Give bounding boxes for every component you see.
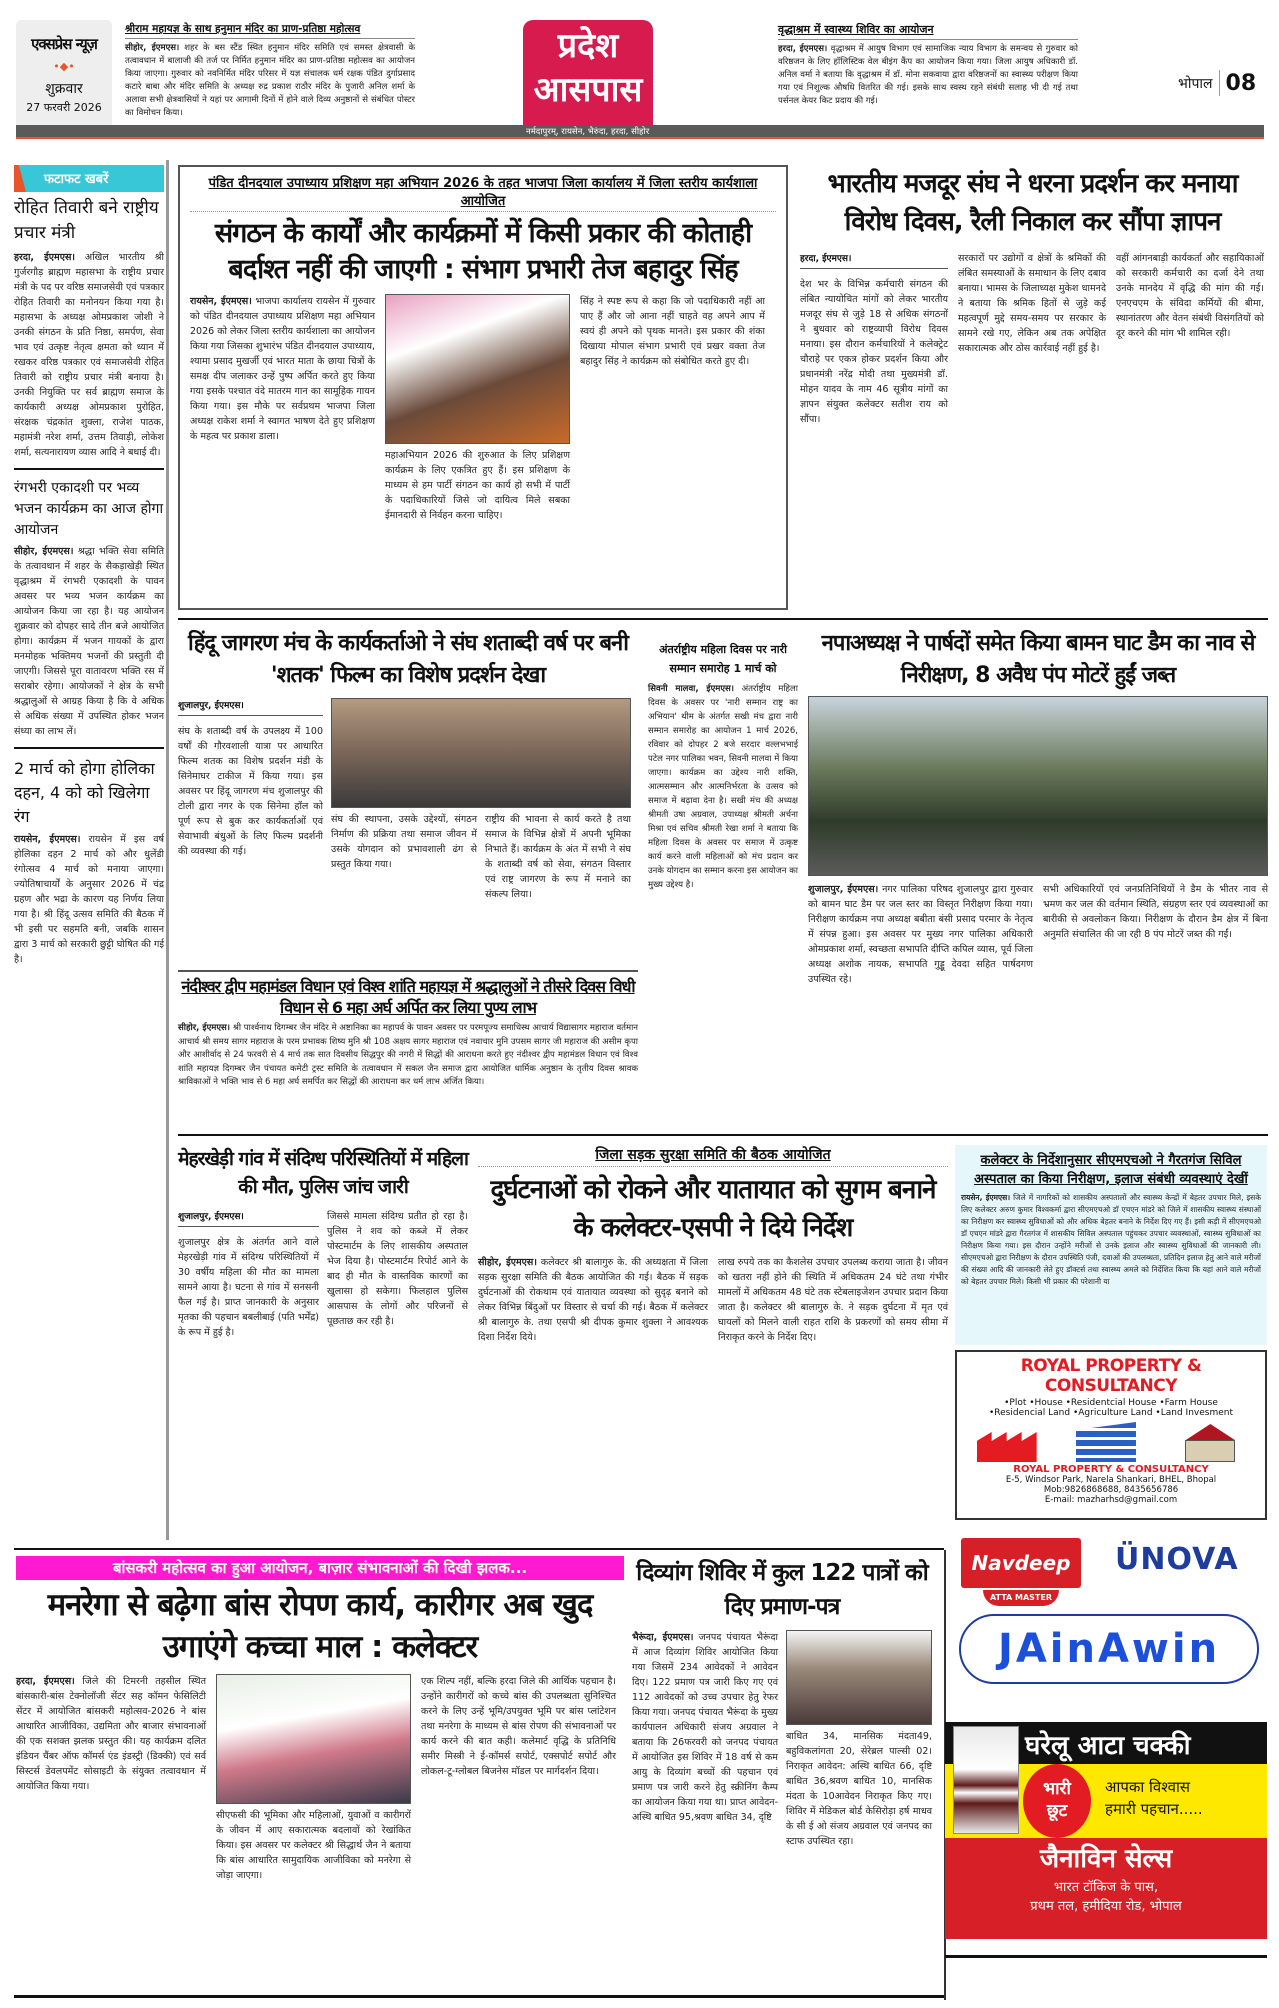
mehrkhedi-story[interactable] <box>178 1145 468 1545</box>
dam-body-col1: नगर पालिका परिषद शुजालपुर द्वारा गुरुवार को बामन घाट डैम पर जल स्तर का विस्तृत निरीक्षण किया गया। निरीक्षण कार्यक्रम नपा अध्यक्ष बबीता बंसी प्रसाद परमार के नेतृत्व में संपन्न हुआ। इस अवसर पर मुख्य नगर पालिका अधिकारी ओमप्रकाश शर्मा, स्वच्छता सभापति दीप्ति कपिल व्यास, पूर्व जिला अध्यक्ष अशोक नायक, सभापति गुड्डू देवदा सहित पार्षदगण उपस्थित रहे। <box>808 884 1033 985</box>
sidebar-fatafat <box>14 165 164 1535</box>
lead-body-col3: सिंह ने स्पष्ट रूप से कहा कि जो पदाधिकारी नहीं आ पाए हैं और जो आना नहीं चाहते वह अपने आप में स्वयं ही अपने को पृथक मानते। इस प्रकार की शंका दिखाया मोपाल संभाग प्रभारी एवं प्रखर वक्ता तेज बहादुर सिंह ने कार्यक्रम को संबोधित करते हुए दी। <box>580 296 765 367</box>
dateline: सीहोर, ईएमएस। <box>125 43 180 53</box>
dateline: भैरूंदा, ईएमएस। <box>632 1632 694 1643</box>
sidebar-item-title: रोहित तिवारी बने राष्ट्रीय प्रचार मंत्री <box>14 198 159 243</box>
slogan-line-1: आपका विश्वास <box>1105 1778 1190 1796</box>
dateline: सिवनी मालवा, ईएमएस। <box>648 684 735 694</box>
divider <box>14 747 164 749</box>
divider <box>945 1955 1267 1958</box>
road-headline: दुर्घटनाओं को रोकने और यातायात को सुगम बनाने के कलेक्टर-एसपी ने दिये निर्देश <box>490 1175 936 1243</box>
dam-headline: नपाअध्यक्ष ने पार्षदों समेत किया बामन घाट डैम का नाव से निरीक्षण, 8 अवैध पंप मोटरें हुईं जब्त <box>821 631 1255 688</box>
offer-line-1: भारी <box>1043 1779 1071 1799</box>
section-title-line2: आसपास <box>533 70 643 110</box>
dam-body-col2: सभी अधिकारियों एवं जनप्रतिनिधियों ने डैम के भीतर नाव से भ्रमण कर जल की वर्तमान स्थिति, संग्रहण स्तर एवं व्यवस्थाओं का बारीकी से अवलोकन किया। निरीक्षण के दौरान डैम क्षेत्र में बिना अनुमति संचालित की जा रही 8 पंप मोटरें जब्त की गईं। <box>1043 884 1268 940</box>
mahila-title: अंतर्राष्ट्रीय महिला दिवस पर नारी सम्मान समारोह 1 मार्च को <box>659 643 787 675</box>
lead-body-col2: महाअभियान 2026 की शुरुआत के लिए प्रशिक्षण कार्यक्रम के लिए एकत्रित हुए हैं। इस प्रशिक्षण के माध्यम से हम पार्टी संगठन का कार्य हो सभी में पार्टी के पदाधिकारियों जिसे जो दायित्व मिले सबका ईमानदारी से निर्वहन करना चाहिए। <box>385 450 570 521</box>
jain-body: श्री पार्श्वनाथ दिगम्बर जैन मंदिर मे अष्टानिका का महापर्व के पावन अवसर पर परमपूज्य समाधिस्थ आचार्य विद्यासागर महाराज वर्तमान आचार्य श्री समय सागर महाराज के परम प्रभावक शिष्य मुनि श्री 108 अक्षय सागर महाराज एवं नवाचार मुनि उपसम सागर जी महाराज की असीम कृपा और आशीर्वाद से 24 फरवरी से 4 मार्च तक सात दिवसीय सिद्धपुर की नगरी में सिद्धों की आराधना करते हुए नंदीश्वर द्वीप महामंडल विधान एवं विश्व शांति महायज्ञ दिगम्बर जैन पंचायत कमेटी ट्रस्ट समिति के तत्वावधान में सकल जैन समाज द्वारा आयोजित धार्मिक अनुष्ठान के तृतीय दिवस श्रावक श्राविकाओं ने भक्ति भाव से 6 महा अर्घ समर्पित कर सिद्धों की आराधना कर धर्म लाभ अर्जित किया। <box>178 1023 639 1087</box>
ad-mobile: Mob:9826868688, 8435656786 <box>1043 1485 1179 1495</box>
dateline: रायसेन, ईएमएस। <box>190 296 252 307</box>
dateline: हरदा, ईएमएस। <box>16 1676 75 1687</box>
sidebar-item-body: अखिल भारतीय श्री गुर्जरगौड़ ब्राह्मण महासभा के राष्ट्रीय प्रचार मंत्री के पद पर वरिष्ठ समाजसेवी एवं पत्रकार रोहित तिवारी का मनोनयन किया गया है।महासभा के अध्यक्ष ओमप्रकाश जोशी ने उनकी संगठन के प्रति निष्ठा, समर्पण, सेवा भाव एवं उत्कृष्ट नेतृत्व क्षमता को ध्यान में रखकर वरिष्ठ पत्रकार एवं समाजसेवी रोहित तिवारी को राष्ट्रीय प्रचार मंत्री बनाया है। उनकी नियुक्ति पर सर्व ब्राह्मण समाज के कार्यकारी अध्यक्ष ओमप्रकाश पुरोहित, संरक्षक चंद्रकांत शुक्ला, राजेश पाठक, महामंत्री नरेश शर्मा, उत्तम तिवाड़ी, लोकेश शर्मा, सत्यनारायण व्यास आदि ने बधाई दी। <box>14 252 164 458</box>
dateline: सीहोर, ईएमएस। <box>178 1023 231 1033</box>
sidebar-item-title: 2 मार्च को होगा होलिका दहन, 4 को को खिलेगा रंग <box>14 759 155 826</box>
house-icon <box>1175 1424 1245 1462</box>
divyang-story[interactable] <box>632 1556 932 1996</box>
ad-illustrations <box>957 1420 1265 1462</box>
bamboo-story[interactable] <box>16 1556 624 2006</box>
cmho-story[interactable] <box>955 1145 1267 1345</box>
building-icon <box>1076 1422 1136 1462</box>
hjm-photo <box>331 698 631 808</box>
hjm-body-col2: संघ की स्थापना, उसके उद्देश्यों, संगठन निर्माण की प्रक्रिया तथा समाज जीवन में उसके योगदान को प्रभावशाली ढंग से प्रस्तुत किया गया। <box>331 814 477 870</box>
factory-icon <box>977 1432 1037 1462</box>
dateline: सीहोर, ईएमएस। <box>478 1257 537 1268</box>
hjm-body-col3: राष्ट्रीय की भावना से कार्य करते है तथा समाज के विभिन्न क्षेत्रों में अपनी भूमिका निभाते हैं। कार्यक्रम के अंत में सभी ने संघ के शताब्दी वर्ष को सेवा, संगठन विस्तार एवं राष्ट्र जागरण के रूप में मनाने का संकल्प लिया। <box>485 814 631 900</box>
jain-story[interactable] <box>178 970 638 1130</box>
sidebar-tab <box>14 165 164 192</box>
mehrkhedi-body-col1: शुजालपुर क्षेत्र के अंतर्गत आने वाले मेहरखेड़ी गांव में संदिग्ध परिस्थितियों में 30 वर्षीय महिला की मौत का मामला सामने आया है। घटना से गांव में सनसनी फैल गई है। प्राप्त जानकारी के अनुसार मृतका की पहचान बबलीबाई (पति भर्मेंद्र) के रूप में हुई है। <box>178 1237 319 1338</box>
bms-headline: भारतीय मजदूर संघ ने धरना प्रदर्शन कर मनाया विरोध दिवस, रैली निकाल कर सौंपा ज्ञापन <box>827 169 1238 237</box>
dateline: शुजालपुर, ईएमएस। <box>808 884 879 895</box>
sidebar-item[interactable] <box>14 478 164 739</box>
paper-name: एक्सप्रेस न्यूज़ <box>31 35 97 53</box>
date-label: 27 फरवरी 2026 <box>26 101 102 114</box>
bamboo-body-col1: जिले की टिमरनी तहसील स्थित बांसकारी-बांस टेक्नोलॉजी सेंटर सह कॉमन फेसिलिटी सेंटर में आयोजित बांसकरी महोत्सव-2026 ने बांस आधारित आजीविका, उद्यमिता और बाजार संभावनाओं की एक सशक्त झलक प्रस्तुत की। यह कार्यक्रम दलित इंडियन चैंबर ऑफ कॉमर्स एंड इंडस्ट्री (डिक्की) एवं सर्व सिस्टर्स डेवलपमेंट सोसाइटी के संयुक्त तत्वावधान में आयोजित किया गया। <box>16 1676 206 1792</box>
dealer-address-2: प्रथम तल, हमीदिया रोड, भोपाल <box>1030 1899 1182 1914</box>
divider <box>1219 70 1220 96</box>
sidebar-item[interactable] <box>14 757 164 967</box>
section-title-box <box>523 20 653 132</box>
dateline: शुजालपुर, ईएमएस। <box>178 1209 319 1227</box>
offer-line-2: छूट <box>1046 1801 1068 1821</box>
divider <box>178 1134 1268 1136</box>
navdeep-text: Navdeep <box>971 1551 1071 1575</box>
dateline: सीहोर, ईएमएस। <box>14 546 74 557</box>
ad-title: ROYAL PROPERTY & CONSULTANCY <box>1020 1356 1202 1396</box>
lead-body-col1: भाजपा कार्यालय रायसेन में गुरुवार को पंडित दीनदयाल उपाध्याय प्रशिक्षण महा अभियान 2026 को लेकर जिला स्तरीय कार्यशाला का आयोजन किया गया जिसका शुभारंभ पंडित दीनदयाल उपाध्याय, श्यामा प्रसाद मुखर्जी एवं भारत माता के छाया चित्रों के समक्ष दीप जलाकर उन्हें पुष्प अर्पित करते हुए किया गया इसके पश्चात वंदे मातरम गान का सामूहिक गायन किया गया। इस मौके पर सर्वप्रथम भाजपा जिला अध्यक्ष राकेश शर्मा ने स्वागत भाषण देते हुए प्रशिक्षण के महत्व पर प्रकाश डाला। <box>190 296 375 442</box>
sidebar-item-body: श्रद्धा भक्ति सेवा समिति के तत्वावधान में शहर के सैकड़ाखेड़ी स्थित वृद्धाश्रम में रंगभरी एकादशी के पावन अवसर पर भव्य भजन कार्यक्रम का आयोजन किया जा रहा है। यह आयोजन शुक्रवार को दोपहर सादे तीन बजे आयोजित होगा। कार्यक्रम में भजन गायकों के द्वारा मनमोहक भक्तिमय भजनों की प्रस्तुती दी जाएगी। जिससे पूरा वातावरण भक्ति रस में सराबोर रहेगा। आयोजकों ने क्षेत्र के सभी श्रद्धालुओं से आग्रह किया है कि वे अधिक से अधिक संख्या में उपस्थित होकर भजन संध्या का लाभ लें। <box>14 546 164 737</box>
ad-services-2: •Residencial Land •Agriculture Land •Land Invesment <box>988 1408 1233 1418</box>
road-safety-story[interactable] <box>478 1145 948 1545</box>
masthead <box>0 0 1279 140</box>
bamboo-body-col3: एक शिल्प नहीं, बल्कि हरदा जिले की आर्थिक पहचान है। उन्होंने कारीगरों को कच्चे बांस की उपलब्धता सुनिश्चित करने के लिए उन्हें भूमि/उपयुक्त भूमि पर बांस प्लांटेशन तथा मनरेगा के माध्यम से बांस रोपण की संभावनाओं पर कार्य करने की बात कही। कलेमार्ट वृद्धि के प्रतिनिधि समीर मिस्त्री ने ई-कॉमर्स सपोर्ट, एक्सपोर्ट सपोर्ट और लोकल-टू-ग्लोबल बिजनेस मॉडल पर मार्गदर्शन दिया। <box>421 1676 616 1777</box>
hjm-headline: हिंदू जागरण मंच के कार्यकर्ताओ ने संघ शताब्दी वर्ष पर बनी 'शतक' फिल्म का विशेष प्रदर्शन देखा <box>188 631 628 688</box>
hjm-body-col1: संघ के शताब्दी वर्ष के उपलक्ष्य में 100 वर्षों की गौरवशाली यात्रा पर आधारित फिल्म शतक का विशेष प्रदर्शन मंडी के सिनेमाघर टाकीज में किया गया। इस अवसर पर हिंदू जागरण मंच शुजालपुर की टोली द्वारा नगर के एक सिनेमा हॉल को पूर्ण रूप से बुक कर कार्यकर्ताओं एवं सेवाभावी बंधुओं के लिए फिल्म प्रदर्शनी की व्यवस्था की गई। <box>178 726 323 857</box>
dealer-name: जैनाविन सेल्स <box>1039 1844 1173 1874</box>
brief-title: वृद्धाश्रम में स्वास्थ्य शिविर का आयोजन <box>778 22 1078 40</box>
jainawin-text: JAinAwin <box>997 1626 1221 1672</box>
mehrkhedi-headline: मेहरखेड़ी गांव में संदिग्ध परिस्थितियों में महिला की मौत, पुलिस जांच जारी <box>178 1148 468 1198</box>
bamboo-photo <box>216 1674 411 1804</box>
jain-headline: नंदीश्वर द्वीप महामंडल विधान एवं विश्व शांति महायज्ञ में श्रद्धालुओं ने तीसरे दिवस विधी विधान से 6 महा अर्घ अर्पित कर लिया पुण्य लाभ <box>181 977 635 1017</box>
road-body-col1: कलेक्टर श्री बालागुरु के. की अध्यक्षता में जिला सड़क सुरक्षा समिति की बैठक आयोजित की गई। बैठक में सड़क दुर्घटनाओं की रोकथाम एवं यातायात व्यवस्था को सुदृढ़ बनाने को लेकर विभिन्न बिंदुओं पर विस्तार से चर्चा की गई। बैठक में कलेक्टर श्री बालागुरु के. तथा एसपी श्री दीपक कुमार शुक्ला ने आवश्यक दिशा निर्देश दिये। <box>478 1257 708 1343</box>
bamboo-headline: मनरेगा से बढ़ेगा बांस रोपण कार्य, कारीगर अब खुद उगाएंगे कच्चा माल : कलेक्टर <box>47 1587 593 1665</box>
divider <box>14 1995 944 1998</box>
road-kicker: जिला सड़क सुरक्षा समिति की बैठक आयोजित <box>478 1145 948 1167</box>
regions-text: नर्मदापुरम्, रायसेन, भैरुंदा, हरदा, सीहोर <box>526 127 650 137</box>
jainawin-logo <box>959 1614 1259 1684</box>
brief-body: शहर के बस स्टैंड स्थित हनुमान मंदिर समिति एवं समस्त क्षेत्रवासी के तत्वावधान में बालाजी की तर्ज पर निर्मित हनुमान मंदिर का प्राण-प्रतिष्ठा महोत्सव का आयोजन किया जाएगा। गुरुवार को नवनिर्मित मंदिर परिसर में यज्ञ संचालक धर्म रक्षक पंडित दुर्गाप्रसाद कटारे बाबा और मंदिर समिति के अध्यक्ष रुद्र प्रकाश राठौर मंदिर के पुजारी अनिल शर्मा के अलावा सभी क्षेत्रवासियों ने यहां पर आगामी दिनों में होने वाले दिव्य अनुष्ठानों से संबंधित पोस्टर का विमोचन किया। <box>125 43 416 118</box>
chakki-footer <box>945 1838 1267 1939</box>
paper-brand-box <box>16 20 112 135</box>
lead-story[interactable] <box>178 165 788 610</box>
navdeep-logo <box>961 1538 1081 1588</box>
hjm-story[interactable] <box>178 628 638 958</box>
bms-story[interactable] <box>800 165 1265 610</box>
brief-old-age-home[interactable] <box>778 22 1078 108</box>
mahila-brief[interactable] <box>648 640 798 1120</box>
page-number: 08 <box>1225 70 1257 96</box>
brief-title: श्रीराम महायज्ञ के साथ हनुमान मंदिर का प्राण-प्रतिष्ठा महोत्सव <box>125 22 415 39</box>
dam-photo <box>808 696 1268 876</box>
bms-body-col2: सरकारों पर उद्योगों व क्षेत्रों के श्रमिकों की लंबित समस्याओं के समाधान के लिए दबाव बनाया। भामस के जिलाध्यक्ष मुकेश धामनदे ने बताया कि श्रमिक हितों से जुड़े कई महत्वपूर्ण मुद्दे समय-समय पर सरकार के सामने रखे गए, लेकिन अब तक अपेक्षित सकारात्मक और ठोस कार्रवाई नहीं हुई है। <box>958 253 1106 354</box>
lead-photo <box>385 294 570 444</box>
road-body-col2: लाख रुपये तक का कैशलेस उपचार उपलब्ध कराया जाता है। जीवन को खतरा नहीं होने की स्थिति में अधिकतम 24 घंटे तथा गंभीर मामलों में अधिकतम 48 घंटे तक स्टेबलाइजेशन उपचार प्रदान किया जाता है। कलेक्टर श्री बालागुरु के. ने सड़क दुर्घटना में मृत एवं घायलों को मिलने वाली राहत राशि के प्रकरणों को समय सीमा में निराकृत करने के निर्देश दिए। <box>718 1257 948 1343</box>
ad-brands[interactable] <box>955 1530 1267 1705</box>
slogan-line-2: हमारी पहचान..... <box>1105 1800 1203 1818</box>
divider <box>14 468 164 470</box>
chakki-title: घरेलू आटा चक्की <box>1025 1731 1191 1761</box>
ad-atta-chakki[interactable] <box>945 1722 1267 1939</box>
bms-body-col1: देश भर के विभिन्न कर्मचारी संगठन की लंबित न्यायोचित मांगों को लेकर भारतीय मजदूर संघ से जुड़े 18 से अधिक संगठनों ने बुधवार को राष्ट्रव्यापी विरोध दिवस मनाया। इस दौरान कर्मचारियों ने कलेक्ट्रेट चौराहे पर एकत्र होकर प्रदर्शन किया और प्रधानमंत्री नरेंद्र मोदी तथा मुख्यमंत्री डॉ. मोहन यादव के नाम 46 सूत्रीय मांगों का ज्ञापन संयुक्त कलेक्टर सतीश राय को सौंपा। <box>800 279 948 425</box>
lead-headline: संगठन के कार्यों और कार्यक्रमों में किसी प्रकार की कोताही बर्दाश्त नहीं की जाएगी : संभाग प्रभारी तेज बहादुर सिंह <box>214 218 752 285</box>
cmho-body: जिले में नागरिकों को शासकीय अस्पतालों और स्वास्थ्य केन्द्रों में बेहतर उपचार मिले, इसके लिए कलेक्टर अरुण कुमार विश्वकर्मा द्वारा सीएमएचओ डॉ एचएन मांडरे को जिले में शासकीय स्वास्थ्य संस्थाओं का निरीक्षण कर स्वास्थ्य सुविधाओं को और अधिक बेहतर बनाने के निर्देश दिए गए हैं। इसी कड़ी में सीएमएचओ डॉ एचएन मांडरे द्वारा गैरतगंज में शासकीय सिविल अस्पताल पहुंचकर उपचार व्यवस्थाओं, स्वास्थ्य सुविधाओं का निरीक्षण किया गया। इस दौरान उन्होंने मरीजों से उनके इलाज और स्वास्थ्य सुविधाओं की जानकारी ली। सीएमएचओ द्वारा निरीक्षण के दौरान उपस्थिति पंजी, दवाओं की उपलब्धता, प्रतिदिन इलाज हेतु आने वाले मरीजों की संख्या आदि की जानकारी लेते हुए डॉक्टर्स तथा स्वास्थ्य अमले को निर्देशित किया कि यहां आने वाले मरीजों को बेहतर उपचार मिले। किसी भी प्रकार की परेशानी या <box>961 1193 1261 1286</box>
mahila-body: अंतर्राष्ट्रीय महिला दिवस के अवसर पर 'नारी सम्मान राष्ट्र का अभियान' थीम के अंतर्गत सखी मंच द्वारा नारी सम्मान समारोह का आयोजन 1 मार्च 2026, रविवार को दोपहर 2 बजे सरदार वल्लभभाई पटेल नगर पालिका भवन, सिवनी मालवा में किया जाएगा। कार्यक्रम का उद्देश्य नारी शक्ति, आत्मसम्मान और आत्मनिर्भरता के उत्सव को समाज में बढ़ावा देना है। सखी मंच की अध्यक्ष श्रीमती उषा अग्रवाल, उपाध्यक्ष श्रीमती अर्चना मिश्रा एवं सचिव श्रीमती रेखा शर्मा ने बताया कि महिला दिवस के अवसर पर समाज में उत्कृष्ट कार्य करने वाली महिलाओं को मंच प्रदान कर उनके योगदान का सम्मान करना इस आयोजन का मुख्य उद्देश्य है। <box>648 684 798 890</box>
brief-body: वृद्धाश्रम में आयुष विभाग एवं सामाजिक न्याय विभाग के समन्वय से गुरुवार को वरिष्ठजन के लिए हॉलिस्टिक वेल बीइंग कैंप का आयोजन किया गया। जिला आयुष अधिकारी डॉ. अनिल वर्मा ने बताया कि वृद्धाश्रम में डॉ. मोना सकवाया द्वारा वरिष्ठजनों का स्वास्थ्य परीक्षण किया गया एवं निशुल्क औषधि वितरित की गई। इसके साथ स्वस्थ रहने संबंधी सलाह भी दी गई तथा पर्सनल केयर किट प्रदाय की गई। <box>778 44 1078 106</box>
unova-logo: ÜNOVA <box>1115 1542 1239 1577</box>
dateline: रायसेन, ईएमएस। <box>961 1193 1011 1202</box>
section-title-line1: प्रदेश <box>557 26 619 66</box>
sidebar-item[interactable] <box>14 196 164 460</box>
banner-text: बांसकरी महोत्सव का हुआ आयोजन, बाज़ार संभावनाओं की दिखी झलक... <box>112 1559 528 1577</box>
bamboo-body-col2: सीएफसी की भूमिका और महिलाओं, युवाओं व कारीगरों के जीवन में आए सकारात्मक बदलावों को रेखांकित किया। इस अवसर पर कलेक्टर श्री सिद्धार्थ जैन ने बताया कि बांस आधारित सामुदायिक आजीविका को मनरेगा से जोड़ा जाएगा। <box>216 1810 411 1881</box>
dateline: हरदा, ईएमएस। <box>14 252 76 263</box>
ad-services-1: •Plot •House •Residentcial House •Farm House <box>1004 1398 1218 1408</box>
divider <box>178 618 1268 620</box>
chakki-machine-image <box>953 1726 1019 1834</box>
tab-accent <box>14 165 26 192</box>
regions-bar <box>16 125 1264 139</box>
mehrkhedi-body-col2: जिससे मामला संदिग्ध प्रतीत हो रहा है। पुलिस ने शव को कब्जे में लेकर पोस्टमार्टम के लिए शासकीय अस्पताल भेज दिया है। पोस्टमार्टम रिपोर्ट आने के बाद ही मौत के वास्तविक कारणों का खुलासा हो सकेगा। फिलहाल पुलिस आसपास के लोगों और परिजनों से पूछताछ कर रही है। <box>327 1211 468 1327</box>
ad-email: E-mail: mazharhsd@gmail.com <box>1044 1495 1178 1505</box>
brief-ram-mandir[interactable] <box>125 22 415 120</box>
dateline: हरदा, ईएमएस। <box>778 44 828 54</box>
dateline: हरदा, ईएमएस। <box>800 251 948 269</box>
divider <box>14 1548 944 1550</box>
divyang-body-col1: जनपद पंचायत भैरूंदा में आज दिव्यांग शिविर आयोजित किया गया जिसमें 234 आवेदकों ने आवेदन दिए। 122 प्रमाण पत्र जारी किए गए एवं 112 आवेदकों को उच्च उपचार हेतु रेफर किया गया। जनपद पंचायत भैरूंदा के मुख्य कार्यपालन अधिकारी संजय अग्रवाल ने बताया कि 26फरवरी को जनपद पंचायत में आयोजित इस शिविर में 18 वर्ष से कम आयु के दिव्यांग बच्चों की पहचान एवं प्रमाण पत्र जारी करने हेतु स्क्रीनिंग कैम्प का आयोजन किया गया था। प्राप्त आवेदन-अस्थि बाधित 95,श्रवण बाधित 34, दृष्टि <box>632 1632 779 1823</box>
bms-body-col3: वहीं आंगनबाड़ी कार्यकर्ता और सहायिकाओं को सरकारी कर्मचारी का दर्जा देने तथा उनके मानदेय में वृद्धि की मांग की गई। एनएचएम के संविदा कर्मियों की बीमा, स्थानांतरण और वेतन संबंधी विसंगतियों को दूर करने की मांग भी शामिल रही। <box>1116 253 1264 339</box>
ornament-icon: •◆• <box>53 60 75 73</box>
sidebar-tab-label: फटाफट खबरें <box>44 172 109 187</box>
lead-kicker: पंडित दीनदयाल उपाध्याय प्रशिक्षण महा अभियान 2026 के तहत भाजपा जिला कार्यालय में जिला स्तरीय कार्यशाला आयोजित <box>190 173 776 212</box>
ad-name: ROYAL PROPERTY & CONSULTANCY <box>1013 1464 1209 1475</box>
city-label: भोपाल <box>1178 75 1213 92</box>
dealer-address-1: भारत टॉकिज के पास, <box>1053 1880 1159 1895</box>
atta-master-tag: ATTA MASTER <box>983 1590 1059 1606</box>
dam-story[interactable] <box>808 628 1268 1128</box>
sidebar-item-body: रायसेन में इस वर्ष होलिका दहन 2 मार्च को और धुलेंडी रंगोत्सव 4 मार्च को मनाया जाएगा। ज्योतिषाचार्यों के अनुसार 2026 में चंद्र ग्रहण और भद्रा के कारण यह निर्णय लिया गया है। श्री हिंदू उत्सव समिति की बैठक में भी इसी पर सहमति बनी, जबकि शासन द्वारा 3 मार्च को सरकारी छुट्टी घोषित की गई है। <box>14 834 164 965</box>
divyang-headline: दिव्यांग शिविर में कुल 122 पात्रों को दिए प्रमाण-पत्र <box>636 1560 928 1620</box>
bamboo-banner <box>16 1556 624 1580</box>
cmho-headline: कलेक्टर के निर्देशानुसार सीएमएचओ ने गैरतगंज सिविल अस्पताल का किया निरीक्षण, इलाज संबंधी व्यवस्थाएं देखीं <box>974 1153 1248 1187</box>
dateline: शुजालपुर, ईएमएस। <box>178 698 323 716</box>
divyang-body-col2: बाधित 34, मानसिक मंदता49, बहुविकलांगता 20, सेरेब्रल पाल्सी 02। निराकृत आवेदन: अस्थि बाधित 66, दृष्टि बाधित 36,श्रवण बाधित 10, मानसिक मंदता के 10आवेदन निराकृत किए गए। शिविर में मेडिकल बोर्ड केसिरोड़ा हर्ष माधव के सी ई ओ संजय अग्रवाल एवं जनपद का स्टाफ उपस्थित रहा। <box>786 1731 932 1847</box>
page-locator <box>1178 70 1256 96</box>
divyang-photo <box>786 1630 932 1725</box>
day-label: शुक्रवार <box>45 81 83 97</box>
column-rule <box>166 160 169 1540</box>
ad-royal-property[interactable] <box>955 1350 1267 1520</box>
ad-address: E-5, Windsor Park, Narela Shankari, BHEL, Bhopal <box>1005 1475 1217 1485</box>
sidebar-item-title: रंगभरी एकादशी पर भव्य भजन कार्यक्रम का आज होगा आयोजन <box>14 480 164 538</box>
discount-burst <box>1023 1764 1091 1838</box>
dateline: रायसेन, ईएमएस। <box>14 834 81 845</box>
